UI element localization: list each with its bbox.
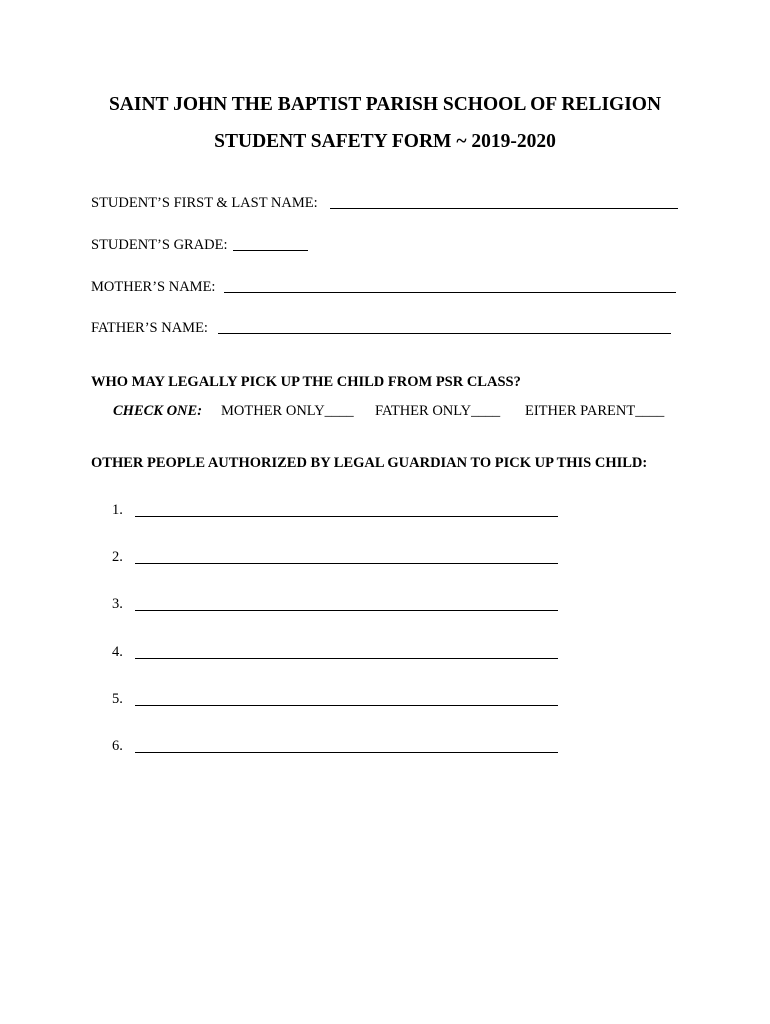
authorized-number: 4. xyxy=(112,644,123,660)
authorized-number: 6. xyxy=(112,738,123,754)
authorized-heading: OTHER PEOPLE AUTHORIZED BY LEGAL GUARDIAN TO PICK UP THIS CHILD: xyxy=(91,455,648,471)
authorized-number: 2. xyxy=(112,549,123,565)
father-name-label: FATHER’S NAME: xyxy=(91,320,208,336)
authorized-person-field-3[interactable] xyxy=(135,610,558,611)
student-grade-label: STUDENT’S GRADE: xyxy=(91,237,228,253)
option-mother-only[interactable]: MOTHER ONLY____ xyxy=(221,403,354,419)
mother-name-field[interactable] xyxy=(224,292,676,293)
student-name-field[interactable] xyxy=(330,208,678,209)
father-name-field[interactable] xyxy=(218,333,671,334)
authorized-number: 1. xyxy=(112,502,123,518)
form-subtitle: STUDENT SAFETY FORM ~ 2019-2020 xyxy=(214,131,556,152)
authorized-person-field-2[interactable] xyxy=(135,563,558,564)
pickup-question: WHO MAY LEGALLY PICK UP THE CHILD FROM PSR CLASS? xyxy=(91,374,521,390)
student-name-label: STUDENT’S FIRST & LAST NAME: xyxy=(91,195,318,211)
authorized-person-field-6[interactable] xyxy=(135,752,558,753)
check-one-text: CHECK ONE: xyxy=(113,403,203,419)
student-grade-field[interactable] xyxy=(233,250,308,251)
authorized-person-field-4[interactable] xyxy=(135,658,558,659)
authorized-number: 3. xyxy=(112,596,123,612)
authorized-person-field-5[interactable] xyxy=(135,705,558,706)
option-either-parent[interactable]: EITHER PARENT____ xyxy=(525,403,665,419)
mother-name-label: MOTHER’S NAME: xyxy=(91,279,216,295)
authorized-number: 5. xyxy=(112,691,123,707)
authorized-person-field-1[interactable] xyxy=(135,516,558,517)
check-one-label xyxy=(113,403,202,420)
option-father-only[interactable]: FATHER ONLY____ xyxy=(375,403,501,419)
form-title: SAINT JOHN THE BAPTIST PARISH SCHOOL OF RELIGION xyxy=(108,94,662,115)
